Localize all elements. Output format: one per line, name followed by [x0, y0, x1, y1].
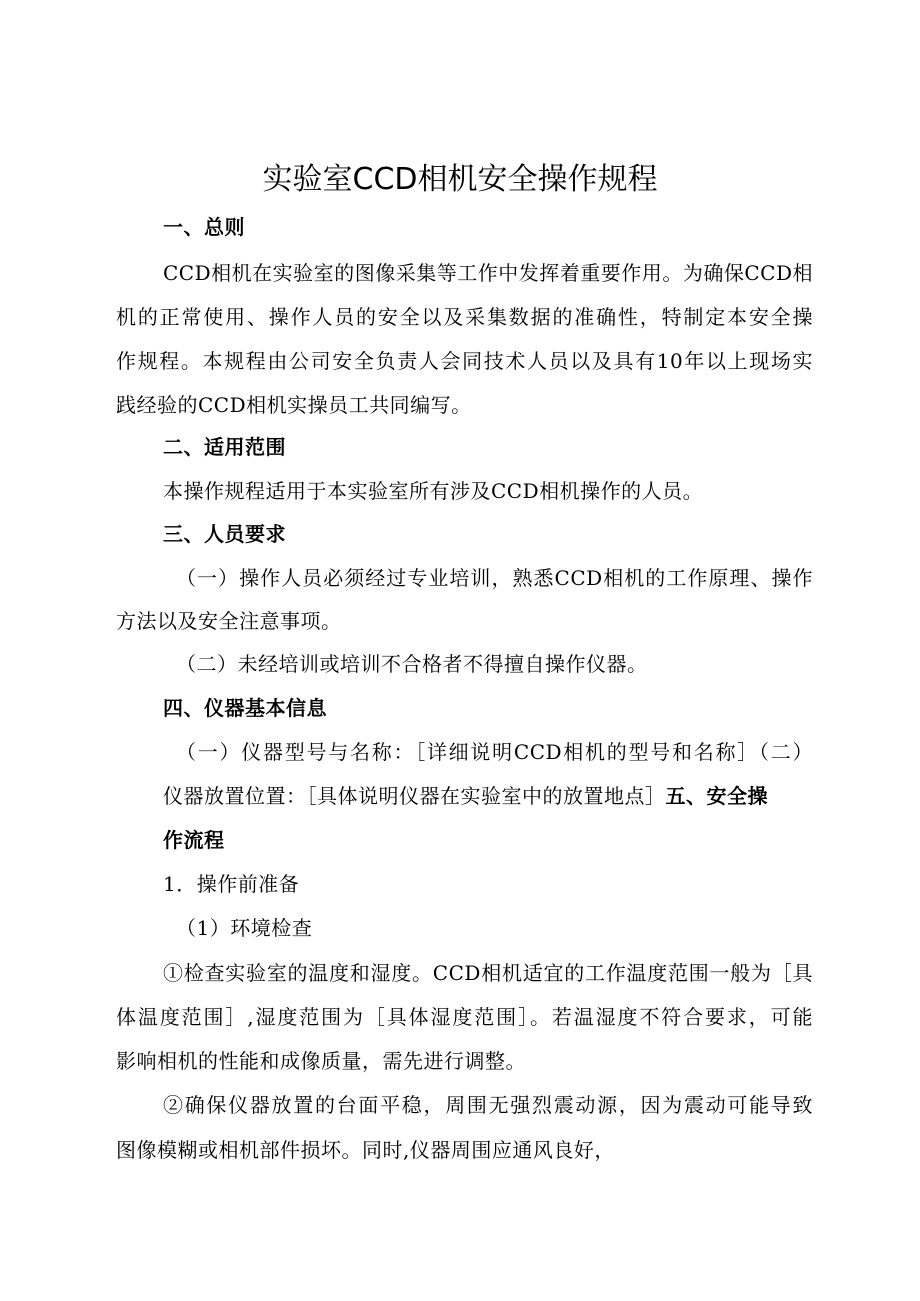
paragraph-line: （二）未经培训或培训不合格者不得擅自操作仪器。 — [176, 652, 648, 676]
paragraph-line: 方法以及安全注意事项。 — [116, 609, 342, 633]
section-heading-personnel: 三、人员要求 — [163, 522, 286, 546]
paragraph-line: （一）操作人员必须经过专业培训，熟悉CCD相机的工作原理、操作 — [176, 566, 813, 590]
step-heading-1-1: （1）环境检查 — [176, 916, 313, 940]
section-heading-procedure: 五、安全操 — [665, 784, 768, 808]
paragraph-line: 践经验的CCD相机实操员工共同编写。 — [116, 393, 472, 417]
paragraph-line: CCD相机在实验室的图像采集等工作中发挥着重要作用。为确保CCD相 — [163, 261, 813, 285]
paragraph-line: ②确保仪器放置的台面平稳，周围无强烈震动源，因为震动可能导致 — [163, 1093, 813, 1117]
step-heading-1: 1．操作前准备 — [163, 872, 300, 896]
paragraph-line: 图像模糊或相机部件损坏。同时,仪器周围应通风良好， — [116, 1138, 615, 1162]
paragraph-line: 机的正常使用、操作人员的安全以及采集数据的准确性，特制定本安全操 — [116, 305, 813, 329]
paragraph-line: （一）仪器型号与名称：［详细说明CCD相机的型号和名称］（二） — [176, 740, 813, 764]
paragraph-line: ①检查实验室的温度和湿度。CCD相机适宜的工作温度范围一般为［具 — [163, 961, 813, 985]
paragraph-line: 影响相机的性能和成像质量，需先进行调整。 — [116, 1049, 526, 1073]
document-title: 实验室CCD相机安全操作规程 — [262, 162, 658, 197]
section-heading-scope: 二、适用范围 — [163, 435, 286, 459]
section-heading-procedure-cont: 作流程 — [163, 828, 225, 852]
paragraph-line — [163, 781, 768, 811]
paragraph-line: 作规程。本规程由公司安全负责人会同技术人员以及具有10年以上现场实 — [116, 349, 813, 373]
section-heading-instrument: 四、仪器基本信息 — [163, 696, 327, 720]
paragraph-text: 仪器放置位置：［具体说明仪器在实验室中的放置地点］ — [163, 784, 666, 808]
paragraph-line: 本操作规程适用于本实验室所有涉及CCD相机操作的人员。 — [163, 479, 704, 503]
paragraph-line: 体温度范围］,湿度范围为［具体湿度范围］。若温湿度不符合要求，可能 — [116, 1005, 813, 1029]
section-heading-general: 一、总则 — [163, 215, 245, 239]
